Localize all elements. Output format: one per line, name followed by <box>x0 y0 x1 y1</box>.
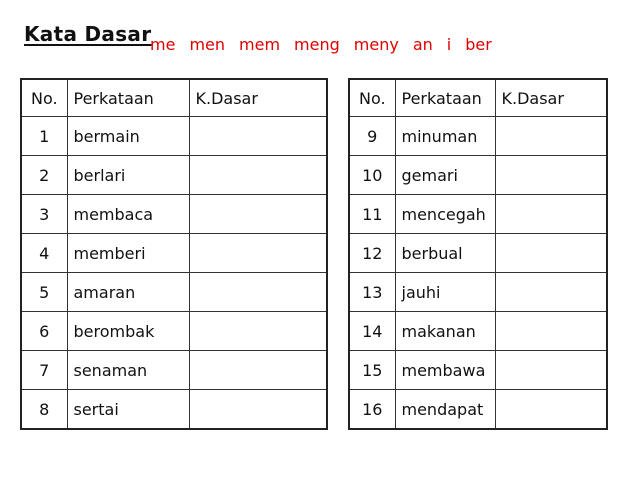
word-cell: membaca <box>67 195 189 234</box>
affix-item: an <box>412 34 433 54</box>
worksheet-table-right <box>348 78 608 430</box>
root-word-answer-cell[interactable] <box>189 351 327 390</box>
word-cell: mendapat <box>395 390 495 430</box>
table-row <box>349 195 607 234</box>
word-cell: amaran <box>67 273 189 312</box>
table-row <box>21 234 327 273</box>
table-row <box>21 351 327 390</box>
header-no: No. <box>21 79 67 117</box>
root-word-answer-cell[interactable] <box>189 195 327 234</box>
table-row <box>349 156 607 195</box>
root-word-answer-cell[interactable] <box>495 351 607 390</box>
word-cell: memberi <box>67 234 189 273</box>
word-cell: mencegah <box>395 195 495 234</box>
root-word-answer-cell[interactable] <box>189 234 327 273</box>
root-word-answer-cell[interactable] <box>495 273 607 312</box>
row-number: 13 <box>349 273 395 312</box>
affix-item: men <box>189 34 226 54</box>
word-cell: bermain <box>67 117 189 156</box>
row-number: 10 <box>349 156 395 195</box>
table-row <box>349 117 607 156</box>
row-number: 4 <box>21 234 67 273</box>
row-number: 12 <box>349 234 395 273</box>
row-number: 1 <box>21 117 67 156</box>
root-word-answer-cell[interactable] <box>189 390 327 430</box>
affix-item: i <box>446 34 452 54</box>
table-row <box>349 234 607 273</box>
row-number: 8 <box>21 390 67 430</box>
table-header-row <box>349 79 607 117</box>
header-root: K.Dasar <box>189 79 327 117</box>
word-cell: membawa <box>395 351 495 390</box>
affix-item: meny <box>353 34 399 54</box>
root-word-answer-cell[interactable] <box>189 312 327 351</box>
root-word-answer-cell[interactable] <box>495 234 607 273</box>
header-root: K.Dasar <box>495 79 607 117</box>
root-word-answer-cell[interactable] <box>495 390 607 430</box>
row-number: 3 <box>21 195 67 234</box>
table-header-row <box>21 79 327 117</box>
header-no: No. <box>349 79 395 117</box>
row-number: 9 <box>349 117 395 156</box>
row-number: 14 <box>349 312 395 351</box>
affix-list <box>150 34 506 54</box>
table-row <box>349 273 607 312</box>
table-row <box>21 390 327 430</box>
root-word-answer-cell[interactable] <box>189 156 327 195</box>
table-row <box>21 156 327 195</box>
header-word: Perkataan <box>67 79 189 117</box>
word-cell: berbual <box>395 234 495 273</box>
row-number: 2 <box>21 156 67 195</box>
word-cell: minuman <box>395 117 495 156</box>
word-cell: berombak <box>67 312 189 351</box>
affix-item: ber <box>465 34 492 54</box>
root-word-answer-cell[interactable] <box>495 117 607 156</box>
word-cell: gemari <box>395 156 495 195</box>
table-row <box>349 312 607 351</box>
row-number: 6 <box>21 312 67 351</box>
affix-item: me <box>150 34 176 54</box>
root-word-answer-cell[interactable] <box>189 273 327 312</box>
row-number: 11 <box>349 195 395 234</box>
table-row <box>349 351 607 390</box>
affix-item: mem <box>239 34 281 54</box>
word-cell: jauhi <box>395 273 495 312</box>
word-cell: berlari <box>67 156 189 195</box>
header-word: Perkataan <box>395 79 495 117</box>
table-row <box>21 273 327 312</box>
row-number: 7 <box>21 351 67 390</box>
table-row <box>21 117 327 156</box>
root-word-answer-cell[interactable] <box>495 156 607 195</box>
word-cell: senaman <box>67 351 189 390</box>
worksheet-table-left <box>20 78 328 430</box>
row-number: 5 <box>21 273 67 312</box>
row-number: 15 <box>349 351 395 390</box>
root-word-answer-cell[interactable] <box>189 117 327 156</box>
word-cell: makanan <box>395 312 495 351</box>
row-number: 16 <box>349 390 395 430</box>
affix-item: meng <box>294 34 340 54</box>
root-word-answer-cell[interactable] <box>495 195 607 234</box>
root-word-answer-cell[interactable] <box>495 312 607 351</box>
table-row <box>21 195 327 234</box>
word-cell: sertai <box>67 390 189 430</box>
page-title: Kata Dasar <box>24 22 152 46</box>
table-row <box>349 390 607 430</box>
table-row <box>21 312 327 351</box>
